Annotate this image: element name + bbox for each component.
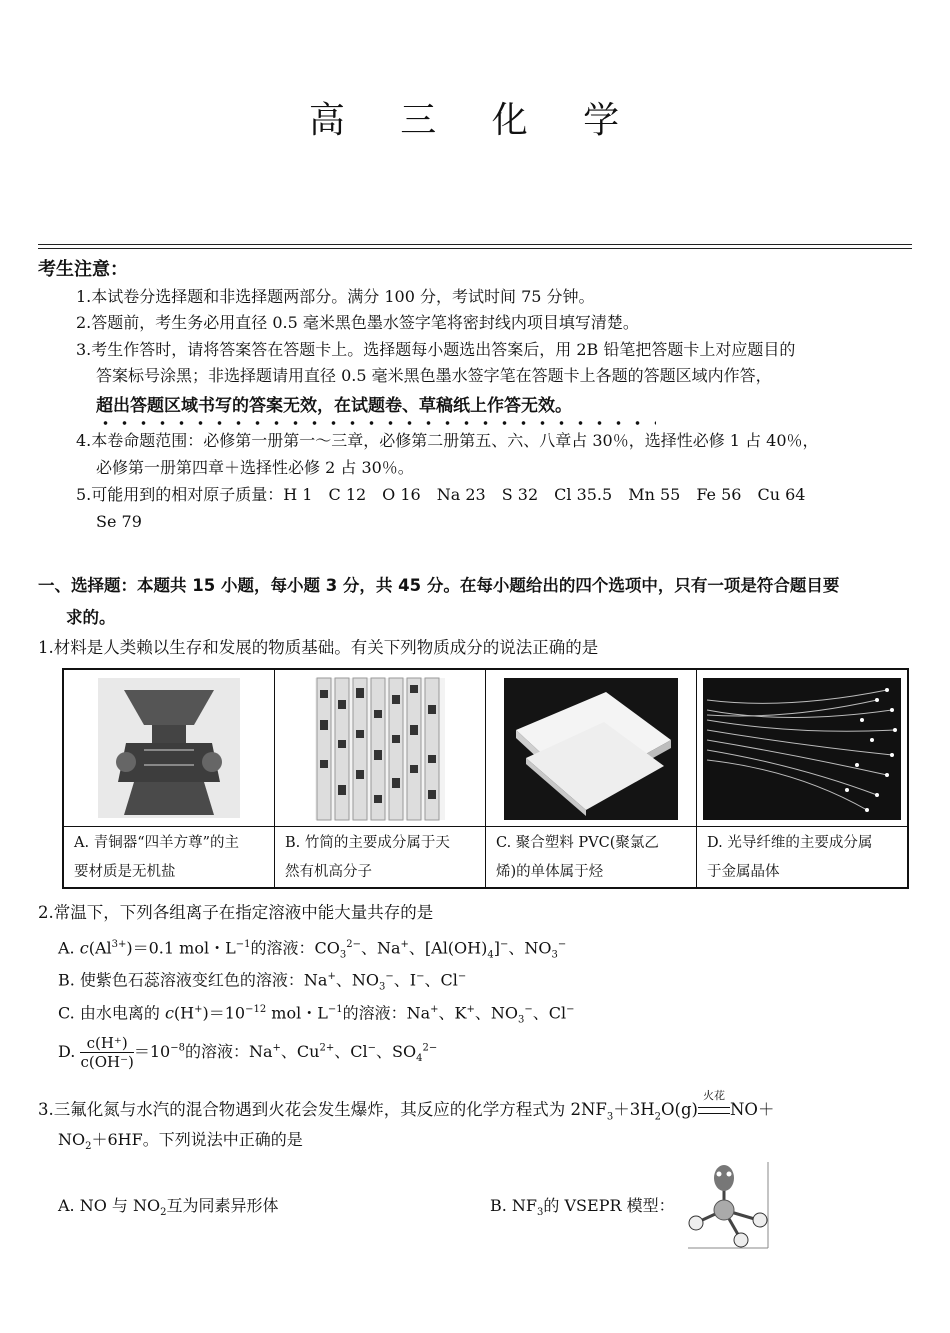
section-heading-line1: 一、选择题：本题共 15 小题，每小题 3 分，共 45 分。在每小题给出的四个选项中，只有一项是符合题目要 <box>38 576 840 595</box>
bronze-vessel-image <box>64 670 274 826</box>
notice-item-3: 3.考生作答时，请将答案答在答题卡上。选择题每小题选出答案后，用 2B 铅笔把答题卡上对应题目的 <box>76 340 796 359</box>
q1-option-a-line1: A. 青铜器“四羊方尊”的主 <box>74 835 240 851</box>
q2-stem: 2.常温下，下列各组离子在指定溶液中能大量共存的是 <box>38 903 434 922</box>
q3-stem-line1: 3.三氟化氮与水汽的混合物遇到火花会发生爆炸，其反应的化学方程式为 $2NF_3+3H_2O(g)$ 火花 NO＋ <box>38 1089 775 1123</box>
q3-option-b: B. $NF_3$的 VSEPR 模型： <box>490 1196 675 1219</box>
optical-fiber-image <box>697 670 907 826</box>
q2-option-d: D. $\frac{c(H^+)}{c(OH^-)}$ $=10^{-8}$的溶液：Na+、$Cu^{2+}$、Cl−、$SO_4^{2-}$ <box>58 1034 438 1071</box>
q1-image-table <box>62 668 909 889</box>
q1-option-c-line2: 烯)的单体属于烃 <box>496 864 604 880</box>
notice-heading: 考生注意： <box>38 259 128 280</box>
notice-item-5: 5.可能用到的相对原子质量：H 1 C 12 O 16 Na 23 S 32 Cl 35.5 Mn 55 Fe 56 Cu 64 <box>76 485 806 504</box>
q1-option-a-line2: 要材质是无机盐 <box>74 864 176 880</box>
bamboo-slips-image <box>275 670 485 826</box>
q2-option-b: B. 使紫色石蕊溶液变红色的溶液：Na+、$NO_3^-$、I−、Cl− <box>58 970 467 993</box>
notice-item-2: 2.答题前，考生务必用直径 0.5 毫米黑色墨水签字笔将密封线内项目填写清楚。 <box>76 313 639 332</box>
q3-stem-line2: $NO_2+6HF$。下列说法中正确的是 <box>58 1130 303 1153</box>
q1-option-d <box>697 669 909 888</box>
notice-item-4: 4.本卷命题范围：必修第一册第一～三章，必修第二册第五、六、八章占 30％，选择性必修 1 占 40％， <box>76 431 819 450</box>
pvc-board-image <box>486 670 696 826</box>
q1-option-b <box>275 669 486 888</box>
header-rule-bottom <box>38 248 912 249</box>
q1-option-d-line1: D. 光导纤维的主要成分属 <box>707 835 873 851</box>
reaction-condition: 火花 <box>698 1097 730 1123</box>
q1-option-a <box>63 669 275 888</box>
header-rule-top <box>38 244 912 245</box>
notice-item-3-warning: 超出答题区域书写的答案无效，在试题卷、草稿纸上作答无效。 <box>96 396 572 416</box>
notice-item-5-cont: Se 79 <box>96 512 142 531</box>
page-title: 高 三 化 学 <box>308 100 642 141</box>
q1-option-b-line1: B. 竹简的主要成分属于天 <box>285 835 450 851</box>
q2-option-c: C. 由水电离的 $c(H^+)=10^{-12}$ mol・$L^{-1}$的溶液：Na+、K+、$NO_3^-$、Cl− <box>58 1003 575 1026</box>
emphasis-dots <box>96 420 656 426</box>
q1-option-c <box>486 669 697 888</box>
notice-item-4-cont: 必修第一册第四章＋选择性必修 2 占 30％。 <box>96 458 414 477</box>
notice-item-3-cont: 答案标号涂黑；非选择题请用直径 0.5 毫米黑色墨水签字笔在答题卡上各题的答题区域内作答， <box>96 366 772 385</box>
q1-option-d-line2: 于金属晶体 <box>707 864 780 880</box>
section-heading-line2: 求的。 <box>66 608 116 627</box>
q3-option-a: A. NO 与 $NO_2$互为同素异形体 <box>58 1196 279 1219</box>
q1-option-c-line1: C. 聚合塑料 PVC(聚氯乙 <box>496 835 659 851</box>
vsepr-model-icon <box>686 1160 770 1250</box>
section-heading <box>38 570 918 634</box>
q1-stem: 1.材料是人类赖以生存和发展的物质基础。有关下列物质成分的说法正确的是 <box>38 638 599 657</box>
q2-d-fraction: $\frac{c(H^+)}{c(OH^-)}$ <box>80 1034 134 1071</box>
notice-item-1: 1.本试卷分选择题和非选择题两部分。满分 100 分，考试时间 75 分钟。 <box>76 287 595 306</box>
q2-option-a: A. $c(Al^{3+})=0.1$ mol・$L^{-1}$的溶液：$CO_3^{2-}$、Na+、$[Al(OH)_4]^-$、$NO_3^-$ <box>58 938 567 961</box>
q1-option-b-line2: 然有机高分子 <box>285 864 372 880</box>
